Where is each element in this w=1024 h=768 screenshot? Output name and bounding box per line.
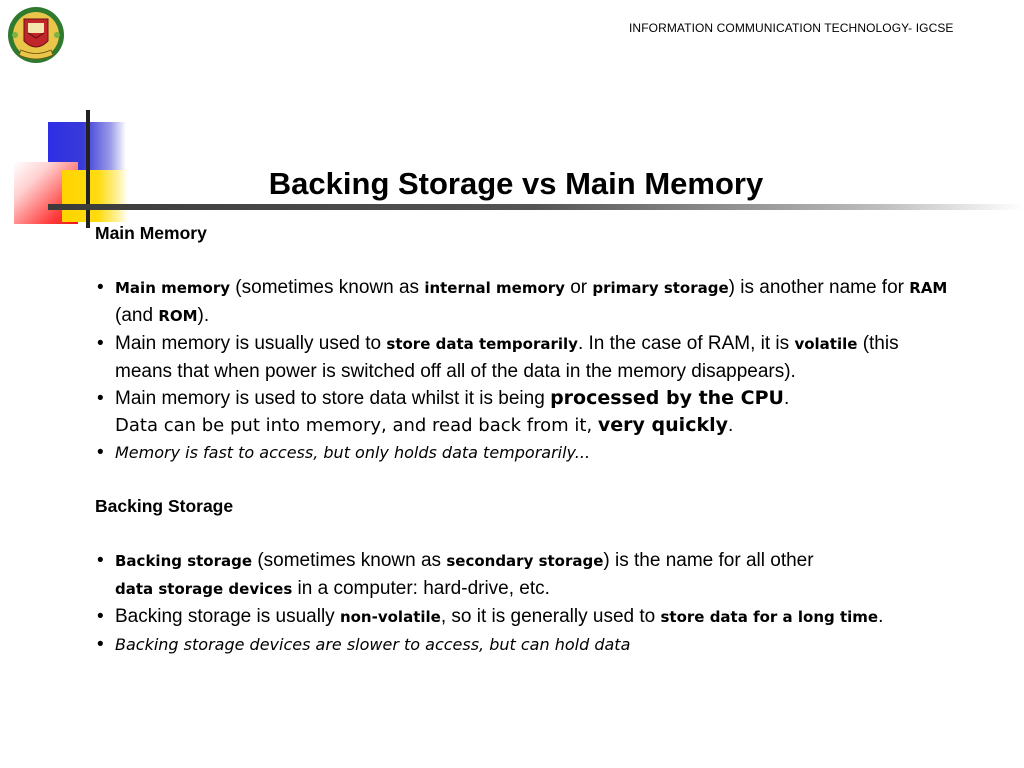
text: (and (115, 305, 159, 326)
text: ). (197, 305, 210, 326)
term-volatile: volatile (794, 335, 858, 353)
term-store-data-long-time: store data for a long time (660, 608, 879, 626)
text: Memory is fast to access, but only holds data temporarily... (115, 443, 591, 462)
text: , so it is generally used to (440, 606, 661, 627)
term-internal-memory: internal memory (424, 279, 565, 297)
text: in a computer: hard-drive, etc. (292, 578, 550, 599)
text: or (564, 277, 593, 298)
term-processed-by-cpu: processed by the CPU (550, 387, 784, 409)
backing-storage-bullet-3 (95, 631, 955, 658)
backing-storage-bullet-1 (95, 547, 955, 603)
text: (sometimes known as (230, 277, 425, 298)
term-backing-storage: Backing storage (115, 552, 253, 570)
text: ) is the name for all other (603, 550, 814, 571)
term-store-data-temporarily: store data temporarily (386, 335, 578, 353)
text: Backing storage devices are slower to access, but can hold data (115, 635, 631, 654)
text: (this means that when power is switched off all of the data in the memory disappears). (115, 333, 899, 382)
text: Main memory is usually used to (115, 333, 387, 354)
text: Data can be put into memory, and read back from it, (115, 415, 598, 436)
text: Backing storage is usually (115, 606, 340, 627)
slide-title: Backing Storage vs Main Memory (268, 166, 764, 201)
term-ram: RAM (909, 279, 948, 297)
horizontal-rule (48, 204, 1024, 210)
term-data-storage-devices: data storage devices (115, 580, 293, 598)
term-primary-storage: primary storage (592, 279, 729, 297)
course-header: INFORMATION COMMUNICATION TECHNOLOGY- IGCSE (629, 21, 954, 35)
text: (sometimes known as (252, 550, 447, 571)
backing-storage-heading: Backing Storage (95, 496, 234, 516)
term-very-quickly: very quickly (597, 414, 728, 436)
slide-content (95, 220, 955, 658)
decorative-blocks (0, 0, 1024, 240)
text: . In the case of RAM, it is (577, 333, 795, 354)
main-memory-bullet-4 (95, 439, 955, 466)
term-non-volatile: non-volatile (339, 608, 441, 626)
term-main-memory: Main memory (115, 279, 231, 297)
text: . (878, 606, 884, 627)
term-rom: ROM (158, 307, 198, 325)
text: Main memory is used to store data whilst it is being (115, 388, 551, 409)
text: ) is another name for (728, 277, 910, 298)
text: . (783, 388, 790, 409)
main-memory-bullet-2 (95, 330, 955, 385)
term-secondary-storage: secondary storage (446, 552, 604, 570)
main-memory-bullet-1 (95, 274, 955, 330)
text: . (727, 415, 734, 436)
backing-storage-bullet-2 (95, 603, 955, 631)
main-memory-heading: Main Memory (95, 223, 207, 243)
main-memory-bullet-3 (95, 385, 955, 439)
